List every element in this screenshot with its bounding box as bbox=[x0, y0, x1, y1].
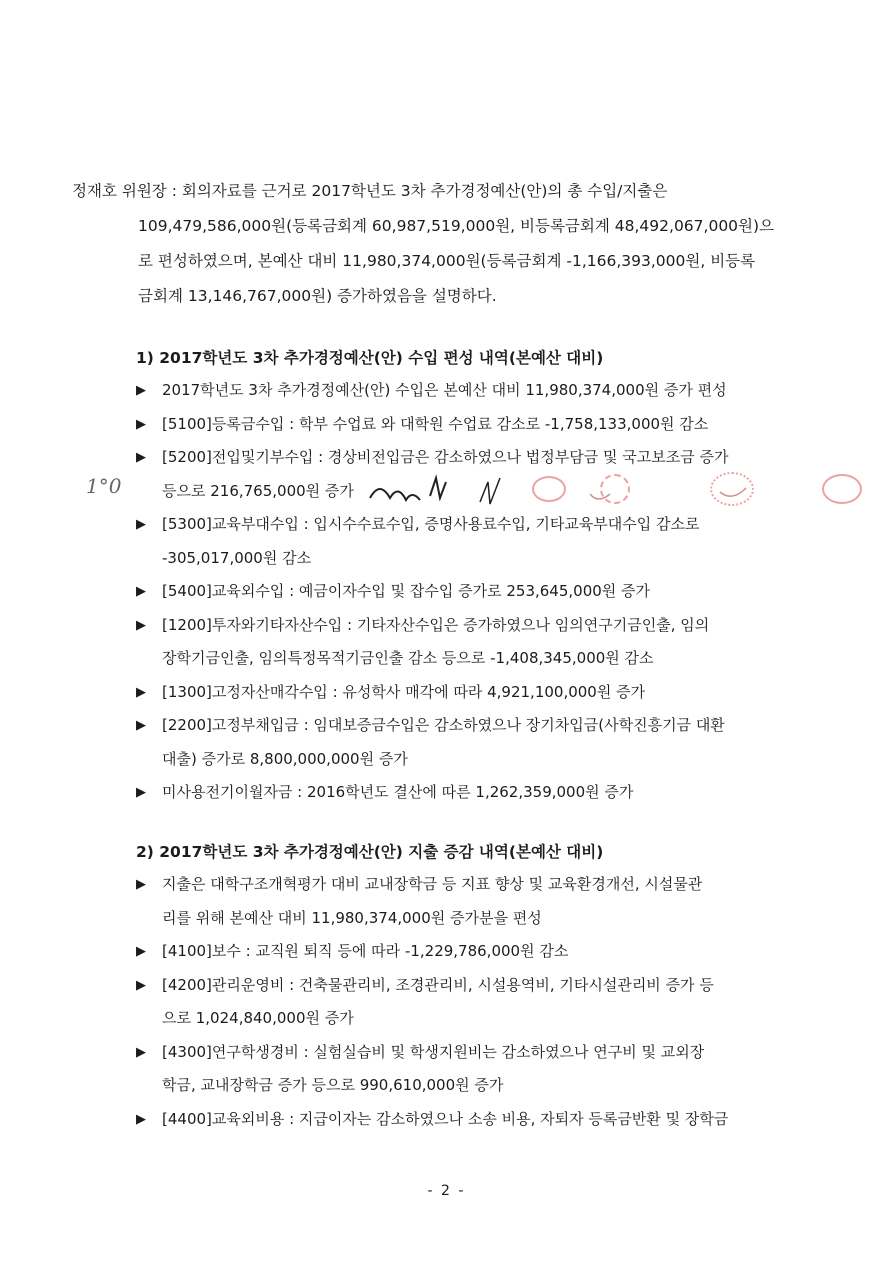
section-1-title: 1) 2017학년도 3차 추가경정예산(안) 수입 편성 내역(본예산 대비) bbox=[136, 349, 604, 367]
bullet-arrow-icon: ▶ bbox=[136, 1044, 146, 1060]
list-item-text: 지출은 대학구조개혁평가 대비 교내장학금 등 지표 향상 및 교육환경개선, 시설물관 bbox=[162, 875, 703, 893]
section-2-title: 2) 2017학년도 3차 추가경정예산(안) 지출 증감 내역(본예산 대비) bbox=[136, 843, 604, 861]
bullet-arrow-icon: ▶ bbox=[136, 785, 146, 800]
list-item-text: [5300]교육부대수입 : 입시수수료수입, 증명사용료수입, 기타교육부대수입 감소로 bbox=[162, 515, 700, 533]
list-item bbox=[136, 1103, 816, 1137]
bullet-arrow-icon: ▶ bbox=[136, 877, 146, 892]
list-item bbox=[136, 676, 816, 710]
bullet-arrow-icon: ▶ bbox=[136, 416, 146, 432]
list-item bbox=[136, 935, 816, 969]
list-item bbox=[136, 408, 816, 442]
list-item-text: [5100]등록금수입 : 학부 수업료 와 대학원 수업료 감소로 -1,758,133,000원 감소 bbox=[162, 414, 709, 433]
bullet-arrow-icon: ▶ bbox=[136, 718, 146, 733]
list-item-text: [4100]보수 : 교직원 퇴직 등에 따라 -1,229,786,000원 감소 bbox=[162, 942, 569, 960]
intro-line: 109,479,586,000원(등록금회계 60,987,519,000원, 비등록금회계 48,492,067,000원)으 bbox=[138, 217, 775, 235]
section-1-items bbox=[136, 374, 816, 810]
intro-paragraph bbox=[72, 174, 812, 314]
list-item-text: 으로 1,024,840,000원 증가 bbox=[162, 1009, 354, 1027]
list-item-text: 등으로 216,765,000원 증가 bbox=[162, 481, 354, 500]
list-item bbox=[136, 776, 816, 810]
list-item-text: 리를 위해 본예산 대비 11,980,374,000원 증가분을 편성 bbox=[162, 908, 542, 927]
list-item-text: [1200]투자와기타자산수입 : 기타자산수입은 증가하였으나 임의연구기금인출, 임의 bbox=[162, 615, 710, 634]
section-2-items bbox=[136, 868, 816, 1136]
bullet-arrow-icon: ▶ bbox=[136, 617, 146, 633]
list-item-text: 학금, 교내장학금 증가 등으로 990,610,000원 증가 bbox=[162, 1076, 504, 1094]
list-item bbox=[136, 508, 816, 575]
list-item bbox=[136, 868, 816, 935]
list-item-text: [4300]연구학생경비 : 실험실습비 및 학생지원비는 감소하였으나 연구비 및 교외장 bbox=[162, 1042, 705, 1061]
intro-line: 로 편성하였으며, 본예산 대비 11,980,374,000원(등록금회계 -1,166,393,000원, 비등록 bbox=[138, 252, 756, 270]
handwritten-note: 1°0 bbox=[86, 474, 122, 498]
bullet-arrow-icon: ▶ bbox=[136, 977, 146, 993]
bullet-arrow-icon: ▶ bbox=[136, 584, 146, 599]
bullet-arrow-icon: ▶ bbox=[136, 450, 146, 465]
list-item-text: -305,017,000원 감소 bbox=[162, 548, 312, 567]
list-item bbox=[136, 374, 816, 408]
list-item-text: 2017학년도 3차 추가경정예산(안) 수입은 본예산 대비 11,980,374,000원 증가 편성 bbox=[162, 381, 727, 399]
intro-line: 정재호 위원장 : 회의자료를 근거로 2017학년도 3차 추가경정예산(안)의 총 수입/지출은 bbox=[72, 182, 668, 200]
list-item-text: [2200]고정부채입금 : 임대보증금수입은 감소하였으나 장기차입금(사학진흥기금 대환 bbox=[162, 716, 725, 734]
list-item bbox=[136, 441, 816, 508]
bullet-arrow-icon: ▶ bbox=[136, 1111, 146, 1127]
list-item-text: [4200]관리운영비 : 건축물관리비, 조경관리비, 시설용역비, 기타시설관리비 증가 등 bbox=[162, 975, 714, 994]
list-item bbox=[136, 969, 816, 1036]
list-item-text: 장학기금인출, 임의특정목적기금인출 감소 등으로 -1,408,345,000원 감소 bbox=[162, 649, 654, 667]
list-item-text: [5400]교육외수입 : 예금이자수입 및 잡수입 증가로 253,645,000원 증가 bbox=[162, 582, 651, 600]
list-item-text: [1300]고정자산매각수입 : 유성학사 매각에 따라 4,921,100,000원 증가 bbox=[162, 682, 646, 701]
bullet-arrow-icon: ▶ bbox=[136, 383, 146, 398]
bullet-arrow-icon: ▶ bbox=[136, 517, 146, 532]
list-item-text: [5200]전입및기부수입 : 경상비전입금은 감소하였으나 법정부담금 및 국고보조금 증가 bbox=[162, 448, 729, 466]
list-item bbox=[136, 709, 816, 776]
list-item-text: 대출) 증가로 8,800,000,000원 증가 bbox=[162, 749, 408, 768]
list-item-text: 미사용전기이월자금 : 2016학년도 결산에 따른 1,262,359,000원 증가 bbox=[162, 783, 634, 801]
list-item bbox=[136, 575, 816, 609]
seal-stamp-icon bbox=[822, 474, 862, 504]
page-number: - 2 - bbox=[427, 1183, 466, 1199]
bullet-arrow-icon: ▶ bbox=[136, 684, 146, 700]
list-item bbox=[136, 609, 816, 676]
bullet-arrow-icon: ▶ bbox=[136, 944, 146, 959]
intro-line: 금회계 13,146,767,000원) 증가하였음을 설명하다. bbox=[138, 287, 497, 305]
list-item-text: [4400]교육외비용 : 지급이자는 감소하였으나 소송 비용, 자퇴자 등록금반환 및 장학금 bbox=[162, 1109, 729, 1128]
list-item bbox=[136, 1036, 816, 1103]
